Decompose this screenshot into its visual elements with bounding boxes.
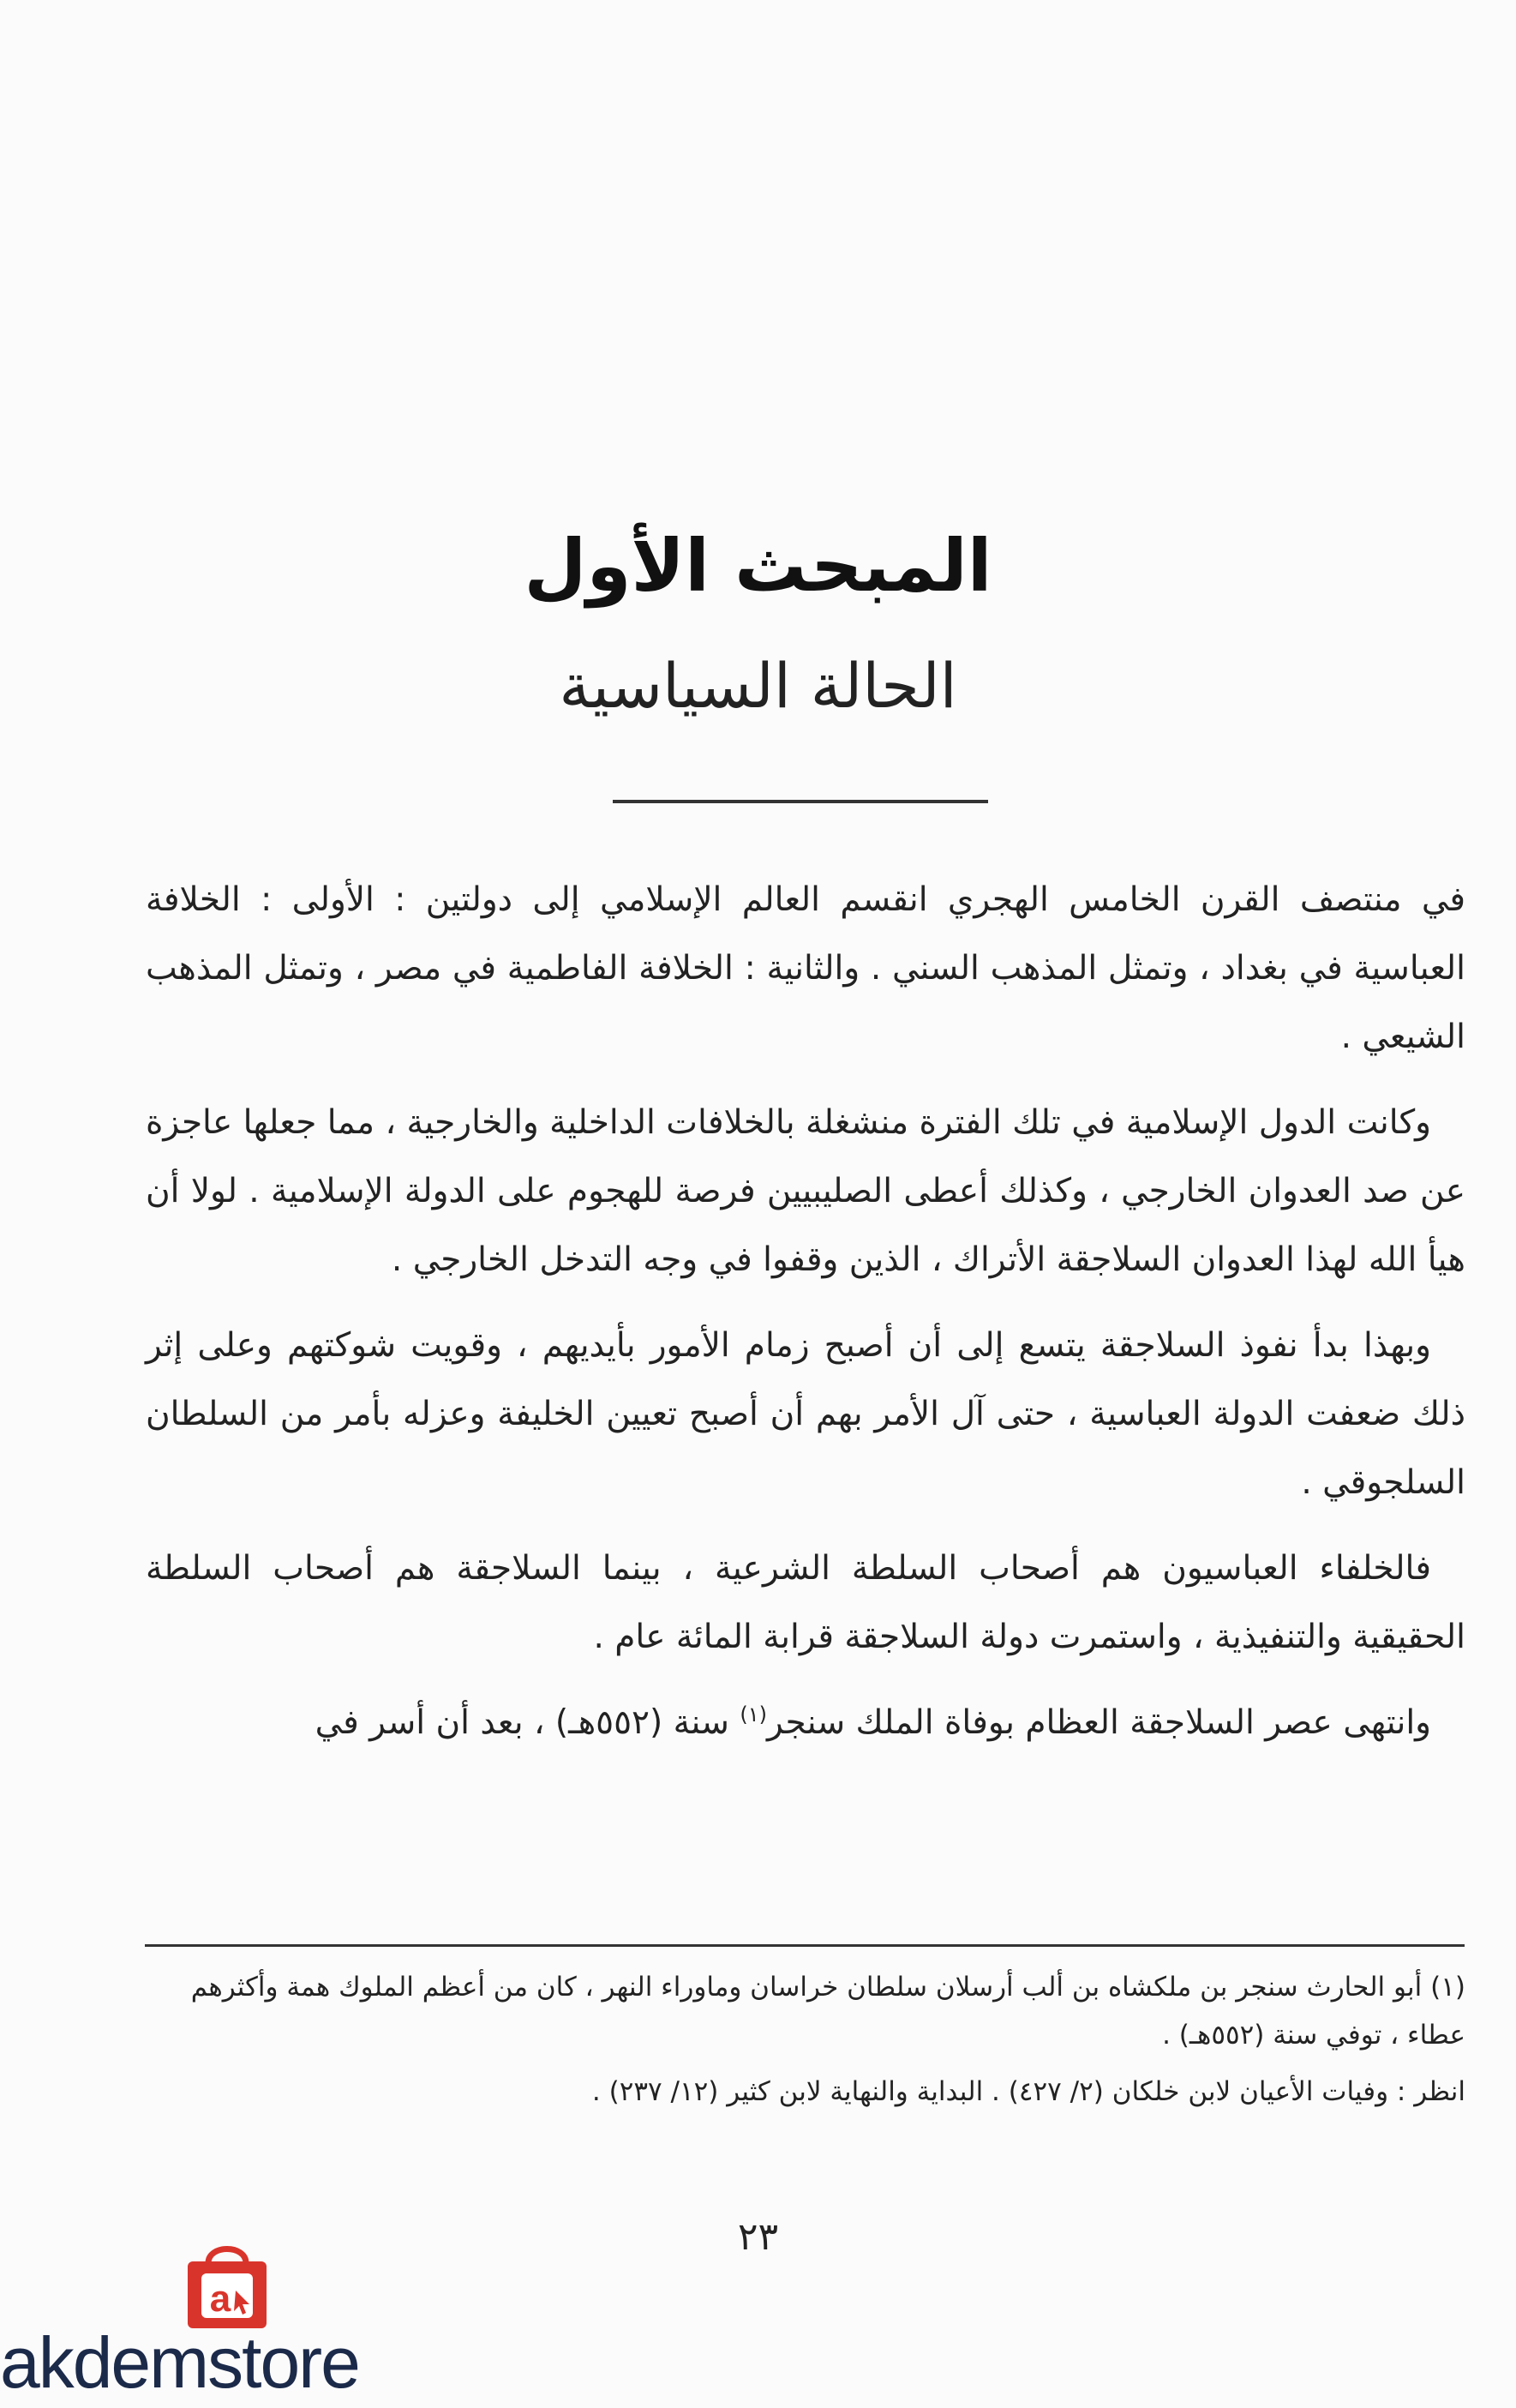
paragraph-5 [146, 1689, 1465, 1757]
paragraph-4: فالخلفاء العباسيون هم أصحاب السلطة الشرعية ، بينما السلاجقة هم أصحاب السلطة الحقيقية والتنفيذية ، واستمرت دولة السلاجقة قرابة المائة عام . [146, 1549, 1465, 1656]
bag-letter: a [209, 2278, 231, 2320]
page-number: ٢٣ [737, 2215, 779, 2259]
footnote-1: (١) أبو الحارث سنجر بن ملكشاه بن ألب أرسلان سلطان خراسان وماوراء النهر ، كان من أعظم الملوك همة وأكثرهم عطاء ، توفي سنة (٥٥٢هـ) . [190, 1972, 1465, 2051]
footnote-reference: (١) [740, 1702, 767, 1726]
store-watermark [0, 2229, 480, 2408]
title-divider [613, 800, 988, 803]
chapter-title: المبحث الأول [524, 524, 992, 608]
paragraph-3: وبهذا بدأ نفوذ السلاجقة يتسع إلى أن أصبح زمام الأمور بأيديهم ، وقويت شوكتهم وعلى إثر ذلك ضعفت الدولة العباسية ، حتى آل الأمر بهم أن أصبح تعيين الخليفة وعزله بأمر من السلطان السلجوقي . [146, 1326, 1465, 1502]
paragraph-5-end: سنة (٥٥٢هـ) ، بعد أن أسر في [315, 1703, 740, 1742]
chapter-subtitle: الحالة السياسية [559, 650, 957, 722]
footnote-divider [145, 1944, 1465, 1947]
brand-name: akdemstore [0, 2322, 359, 2403]
paragraph-2: وكانت الدول الإسلامية في تلك الفترة منشغلة بالخلافات الداخلية والخارجية ، مما جعلها عاجزة عن صد العدوان الخارجي ، وكذلك أعطى الصليبيين فرصة للهجوم على الدولة الإسلامية . لولا أن هيأ الله لهذا العدوان السلاجقة الأتراك ، الذين وقفوا في وجه التدخل الخارجي . [146, 1103, 1465, 1279]
shopping-bag-icon [176, 2237, 279, 2332]
paragraph-5-start: وانتهى عصر السلاجقة العظام بوفاة الملك سنجر [767, 1703, 1431, 1742]
paragraph-1: في منتصف القرن الخامس الهجري انقسم العالم الإسلامي إلى دولتين : الأولى : الخلافة العباسية في بغداد ، وتمثل المذهب السني . والثانية : الخلافة الفاطمية في مصر ، وتمثل المذهب الشيعي . [146, 880, 1465, 1056]
body-text [146, 866, 1465, 1774]
footnote-source: انظر : وفيات الأعيان لابن خلكان (٢/ ٤٢٧) . البداية والنهاية لابن كثير (١٢/ ٢٣٧) . [591, 2076, 1465, 2107]
footnotes [146, 1963, 1465, 2124]
